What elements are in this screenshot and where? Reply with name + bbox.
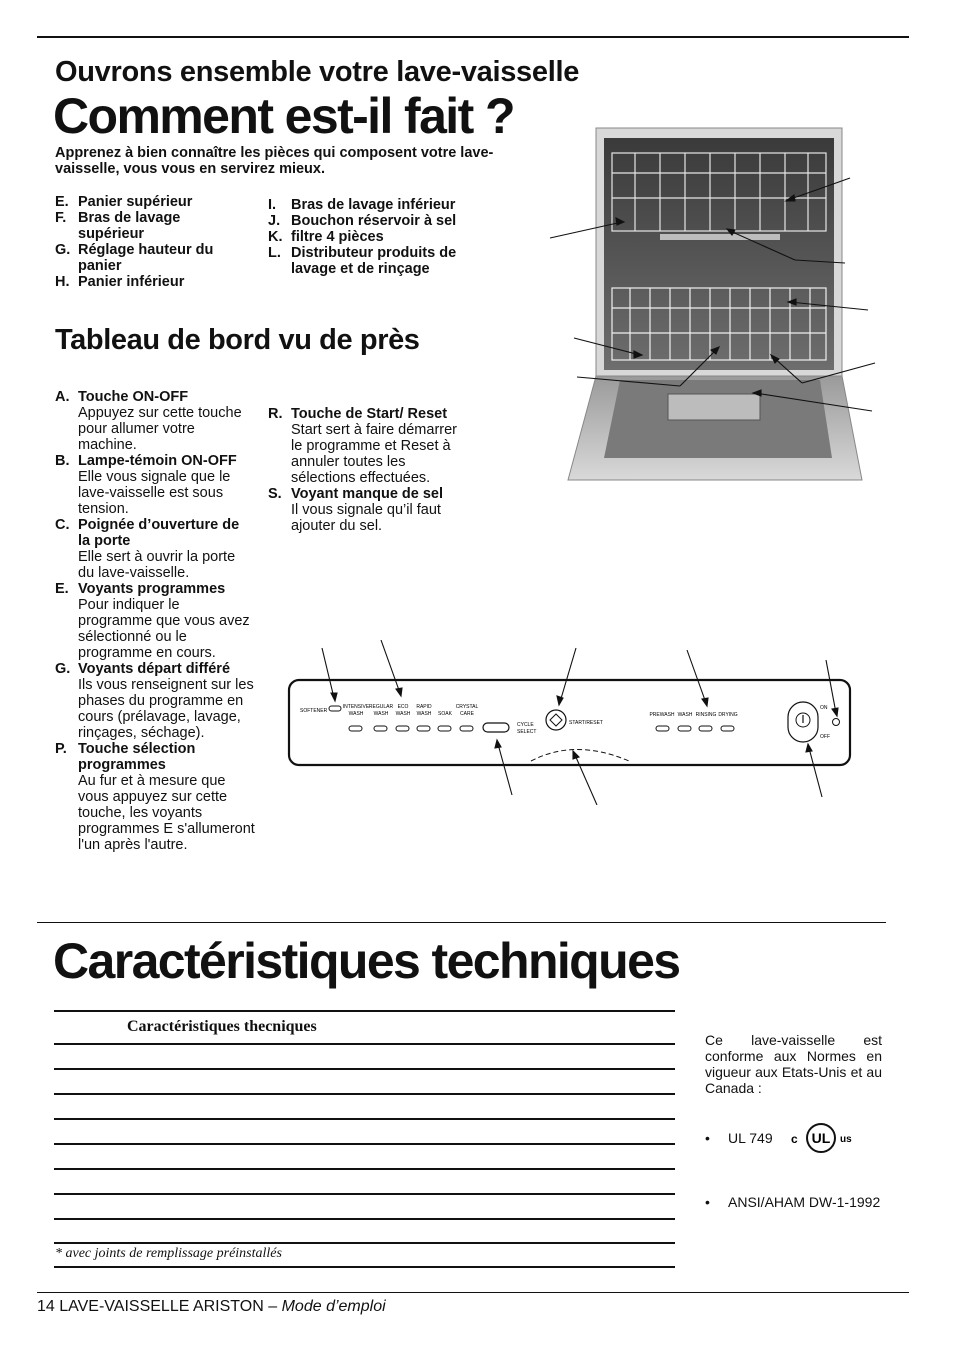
top-rule bbox=[37, 36, 909, 38]
control-item: S. Voyant manque de sel Il vous signale qu’il faut ajouter du sel. bbox=[268, 486, 444, 534]
dishwasher-illustration bbox=[540, 118, 885, 493]
table-rule bbox=[54, 1168, 675, 1170]
program-indicator bbox=[349, 726, 362, 731]
page-title: Comment est-il fait ? bbox=[53, 88, 514, 144]
program-indicator bbox=[438, 726, 451, 731]
control-item: C. Poignée d’ouverture de la porte Elle sert à ouvrir la porte du lave-vaisselle. bbox=[55, 517, 240, 581]
phase-label: RINSING bbox=[695, 712, 717, 718]
page-footer bbox=[37, 1298, 386, 1316]
phase-indicator bbox=[721, 726, 734, 731]
control-item: B. Lampe-témoin ON-OFF Elle vous signale que le lave-vaisselle est sous tension. bbox=[55, 453, 237, 517]
controls-list-left bbox=[55, 389, 255, 853]
program-label: ECO bbox=[397, 704, 409, 710]
phase-label: PREWASH bbox=[649, 712, 675, 718]
program-label: SOAK bbox=[438, 711, 452, 717]
part-item: H. Panier inférieur bbox=[55, 274, 185, 290]
on-off-lamp bbox=[833, 719, 840, 726]
control-item: G. Voyants départ différé Ils vous renseignent sur les phases du programme en cours (prélavage, lavage, rinçages, séchage). bbox=[55, 661, 254, 741]
table-rule bbox=[54, 1143, 675, 1145]
program-indicator bbox=[417, 726, 430, 731]
phase-label: WASH bbox=[677, 712, 693, 718]
page-number: 14 bbox=[37, 1298, 55, 1315]
control-item: A. Touche ON-OFF Appuyez sur cette touche pour allumer votre machine. bbox=[55, 389, 242, 453]
table-rule bbox=[54, 1010, 675, 1012]
parts-list-right bbox=[268, 197, 498, 277]
program-label: INTENSIVE bbox=[342, 704, 370, 710]
program-label: CARE bbox=[460, 711, 474, 717]
part-item: G. Réglage hauteur du panier bbox=[55, 242, 214, 274]
phase-label: DRYING bbox=[718, 712, 738, 718]
program-label: CRYSTAL bbox=[455, 704, 479, 710]
cycle-select-button[interactable] bbox=[483, 723, 509, 732]
panel-section-title: Tableau de bord vu de près bbox=[55, 324, 420, 356]
footer-brand: LAVE-VAISSELLE ARISTON bbox=[59, 1298, 264, 1315]
parts-list-left bbox=[55, 194, 245, 290]
svg-text:us: us bbox=[840, 1134, 852, 1145]
table-rule bbox=[54, 1068, 675, 1070]
table-footnote: * avec joints de remplissage préinstallés bbox=[55, 1246, 282, 1261]
control-item: R. Touche de Start/ Reset Start sert à faire démarrer le programme et Reset à annuler toutes les sélections effectuées. bbox=[268, 406, 457, 486]
softener-indicator bbox=[329, 706, 341, 711]
control-panel-diagram bbox=[285, 640, 855, 805]
controls-list-right bbox=[268, 406, 468, 534]
program-label: WASH bbox=[395, 711, 411, 717]
table-rule bbox=[54, 1043, 675, 1045]
program-indicator bbox=[460, 726, 473, 731]
table-rule bbox=[54, 1093, 675, 1095]
cycle-select-label: SELECT bbox=[517, 729, 537, 735]
part-item: K. filtre 4 pièces bbox=[268, 229, 384, 245]
part-item: L. Distributeur produits de lavage et de rinçage bbox=[268, 245, 457, 277]
program-label: REGULAR bbox=[368, 704, 394, 710]
on-label: ON bbox=[820, 705, 828, 711]
specs-title: Caractéristiques techniques bbox=[53, 933, 680, 989]
phase-indicator bbox=[678, 726, 691, 731]
part-item: F. Bras de lavage supérieur bbox=[55, 210, 181, 242]
table-rule bbox=[54, 1193, 675, 1195]
program-label: RAPID bbox=[416, 704, 432, 710]
program-label: WASH bbox=[416, 711, 432, 717]
table-rule bbox=[54, 1266, 675, 1268]
phase-indicator bbox=[699, 726, 712, 731]
part-item: J. Bouchon réservoir à sel bbox=[268, 213, 457, 229]
program-indicator bbox=[396, 726, 409, 731]
program-label: WASH bbox=[373, 711, 389, 717]
off-label: OFF bbox=[820, 734, 830, 740]
program-label: WASH bbox=[348, 711, 364, 717]
start-reset-label: START/RESET bbox=[569, 720, 603, 726]
program-indicator bbox=[374, 726, 387, 731]
svg-text:c: c bbox=[791, 1132, 798, 1146]
conformity-text: Ce lave-vaisselle est conforme aux Normes en vigueur aux Etats-Unis et au Canada : bbox=[705, 1032, 882, 1096]
softener-label: SOFTENER bbox=[300, 708, 328, 714]
footer-manual: Mode d’emploi bbox=[281, 1298, 386, 1315]
table-rule bbox=[54, 1118, 675, 1120]
intro-text: Apprenez à bien connaître les pièces qui composent votre lave-vaisselle, vous vous en servirez mieux. bbox=[55, 145, 494, 177]
part-item: E. Panier supérieur bbox=[55, 194, 193, 210]
phase-indicator bbox=[656, 726, 669, 731]
table-rule bbox=[54, 1242, 675, 1244]
footer-rule bbox=[37, 1292, 909, 1293]
cycle-select-label: CYCLE bbox=[517, 722, 534, 728]
part-item: I. Bras de lavage inférieur bbox=[268, 197, 456, 213]
control-item: E. Voyants programmes Pour indiquer le programme que vous avez sélectionné ou le programme en cours. bbox=[55, 581, 250, 661]
start-reset-button[interactable] bbox=[546, 710, 566, 730]
table-title: Caractéristiques thecniques bbox=[127, 1018, 317, 1035]
control-item: P. Touche sélection programmes Au fur et à mesure que vous appuyez sur cette touche, les voyants programmes E s'allumeront l'un après l'autre. bbox=[55, 741, 255, 853]
table-rule bbox=[54, 1218, 675, 1220]
ul-listed-logo bbox=[790, 1121, 858, 1155]
footer-dash: – bbox=[268, 1298, 278, 1315]
svg-text:UL: UL bbox=[811, 1130, 831, 1146]
section-divider bbox=[37, 922, 886, 923]
section-subtitle: Ouvrons ensemble votre lave-vaisselle bbox=[55, 56, 580, 88]
